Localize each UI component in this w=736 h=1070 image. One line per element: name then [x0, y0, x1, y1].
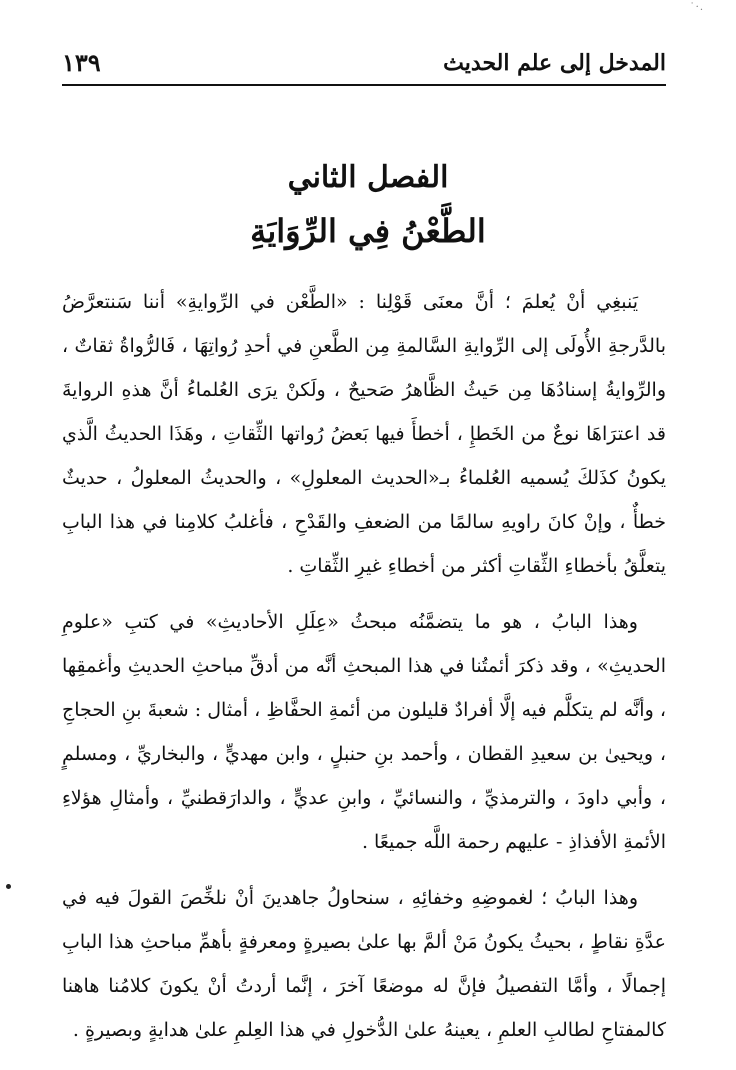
running-title: المدخل إلى علم الحديث [443, 50, 666, 76]
page-number: ١٣٩ [62, 48, 101, 77]
corner-mark: ˙·. [689, 2, 704, 13]
paragraph-3: وهذا البابُ ؛ لغموضِهِ وخفائِهِ ، سنحاولُ جاهدينَ أنْ نلخِّصَ القولَ فيه في عدَّةِ نقاطٍ ، بحيثُ يكونُ مَنْ ألمَّ بها علىٰ بصيرةٍ ومعرفةٍ بأهمِّ مباحثِ هذا البابِ إجمالًا ، وأمَّا التفصيلُ فإنَّ له موضعًا آخرَ ، إنَّما أردتُ أنْ يكونَ كلامُنا هاهنا كالمفتاحِ لطالبِ العلمِ ، يعينهُ علىٰ الدُّخولِ في هذا العِلمِ علىٰ هدايةٍ وبصيرةٍ . [62, 887, 666, 1041]
page-header [62, 44, 666, 88]
chapter-title: الفصل الثاني [287, 160, 449, 195]
header-divider [62, 84, 666, 86]
paragraph-2: وهذا البابُ ، هو ما يتضمَّنُه مبحثُ «عِلَلِ الأحاديثِ» في كتبِ «علومِ الحديثِ» ، وقد ذكرَ أئمتُنا في هذا المبحثِ أنَّه من أدقِّ مباحثِ الحديثِ وأغمقِها ، وأنَّه لم يتكلَّم فيه إلَّا أفرادٌ قليلون من أئمةِ الحفَّاظِ ، أمثال : شعبةَ بنِ الحجاجِ ، ويحيىٰ بن سعيدِ القطان ، وأحمد بنِ حنبلٍ ، وابن مهديٍّ ، والبخاريِّ ، ومسلمٍ ، وأبي داودَ ، والترمذيِّ ، والنسائيِّ ، وابنِ عديٍّ ، والدارَقطنيِّ ، وأمثالِ هؤلاءِ الأئمةِ الأفذاذِ - عليهم رحمة اللَّه جميعًا . [62, 611, 666, 853]
body-text [62, 280, 666, 1064]
section-title: الطَّعْنُ فِي الرِّوَايَةِ [250, 212, 486, 250]
paragraph-1: يَنبغِي أنْ يُعلمَ ؛ أنَّ معنَى قَوْلِنا : «الطَّعْن في الرِّوايةِ» أننا سَنتعرَّضُ بالدَّرجةِ الأُولَى إلى الرِّوايةِ السَّالمةِ مِن الطَّعنِ في أحدِ رُواتِهَا ، فَالرُّواةُ ثقاتٌ ، والرِّوايةُ إسنادُهَا مِن حَيثُ الظَّاهرُ صَحيحٌ ، ولَكنْ يرَى العُلماءُ أنَّ هذهِ الروايةَ قد اعترَاهَا نوعٌ من الخَطإِ ، أخطأَ فيها بَعضُ رُواتها الثِّقاتِ ، وهَذَا الحديثُ الَّذي يكونُ كذَلكَ يُسميه العُلماءُ بـ«الحديث المعلولِ» ، والحديثُ المعلولُ ، حديثٌ خطأٌ ، وإنْ كانَ راويهِ سالمًا من الضعفِ والقَدْحِ ، فأغلبُ كلامِنا في هذا البابِ يتعلَّقُ بأخطاءِ الثِّقاتِ أكثر من أخطاءِ غيرِ الثِّقاتِ . [62, 291, 666, 577]
margin-dot [6, 884, 11, 889]
